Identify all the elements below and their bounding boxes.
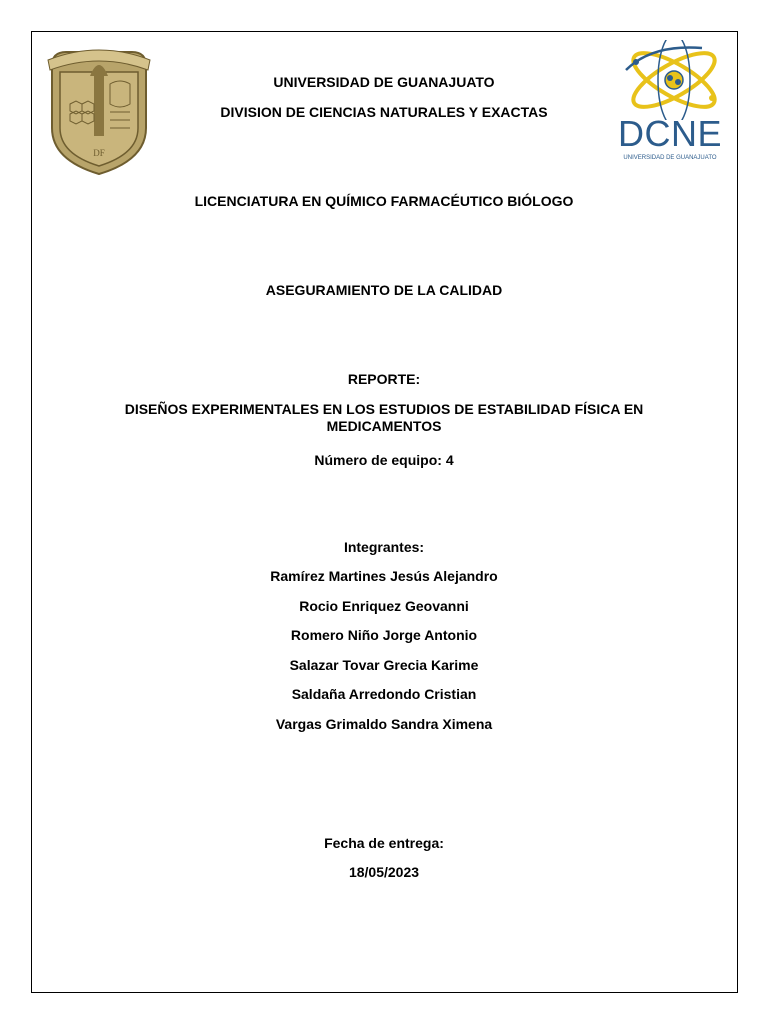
dcne-logo-text: DCNE	[617, 113, 722, 154]
member-name: Romero Niño Jorge Antonio	[290, 627, 478, 643]
university-name: UNIVERSIDAD DE GUANAJUATO	[273, 74, 495, 90]
member-name: Vargas Grimaldo Sandra Ximena	[275, 716, 493, 732]
members-label: Integrantes:	[343, 539, 425, 555]
dcne-logo-subtext: UNIVERSIDAD DE GUANAJUATO	[623, 155, 717, 161]
team-number: Número de equipo: 4	[314, 452, 454, 468]
report-title-line2: MEDICAMENTOS	[326, 418, 442, 434]
delivery-date: 18/05/2023	[348, 864, 420, 880]
report-label: REPORTE:	[347, 371, 421, 387]
degree-name: LICENCIATURA EN QUÍMICO FARMACÉUTICO BIÓLOGO	[194, 193, 574, 209]
report-title-line1: DISEÑOS EXPERIMENTALES EN LOS ESTUDIOS DE ESTABILIDAD FÍSICA EN	[124, 401, 644, 417]
division-name: DIVISION DE CIENCIAS NATURALES Y EXACTAS	[220, 104, 548, 120]
delivery-label: Fecha de entrega:	[324, 835, 444, 851]
member-name: Ramírez Martines Jesús Alejandro	[270, 568, 498, 584]
svg-text:DF: DF	[93, 148, 105, 158]
member-name: Rocio Enriquez Geovanni	[299, 598, 469, 614]
course-name: ASEGURAMIENTO DE LA CALIDAD	[265, 282, 503, 298]
member-name: Saldaña Arredondo Cristian	[291, 686, 477, 702]
member-name: Salazar Tovar Grecia Karime	[289, 657, 479, 673]
